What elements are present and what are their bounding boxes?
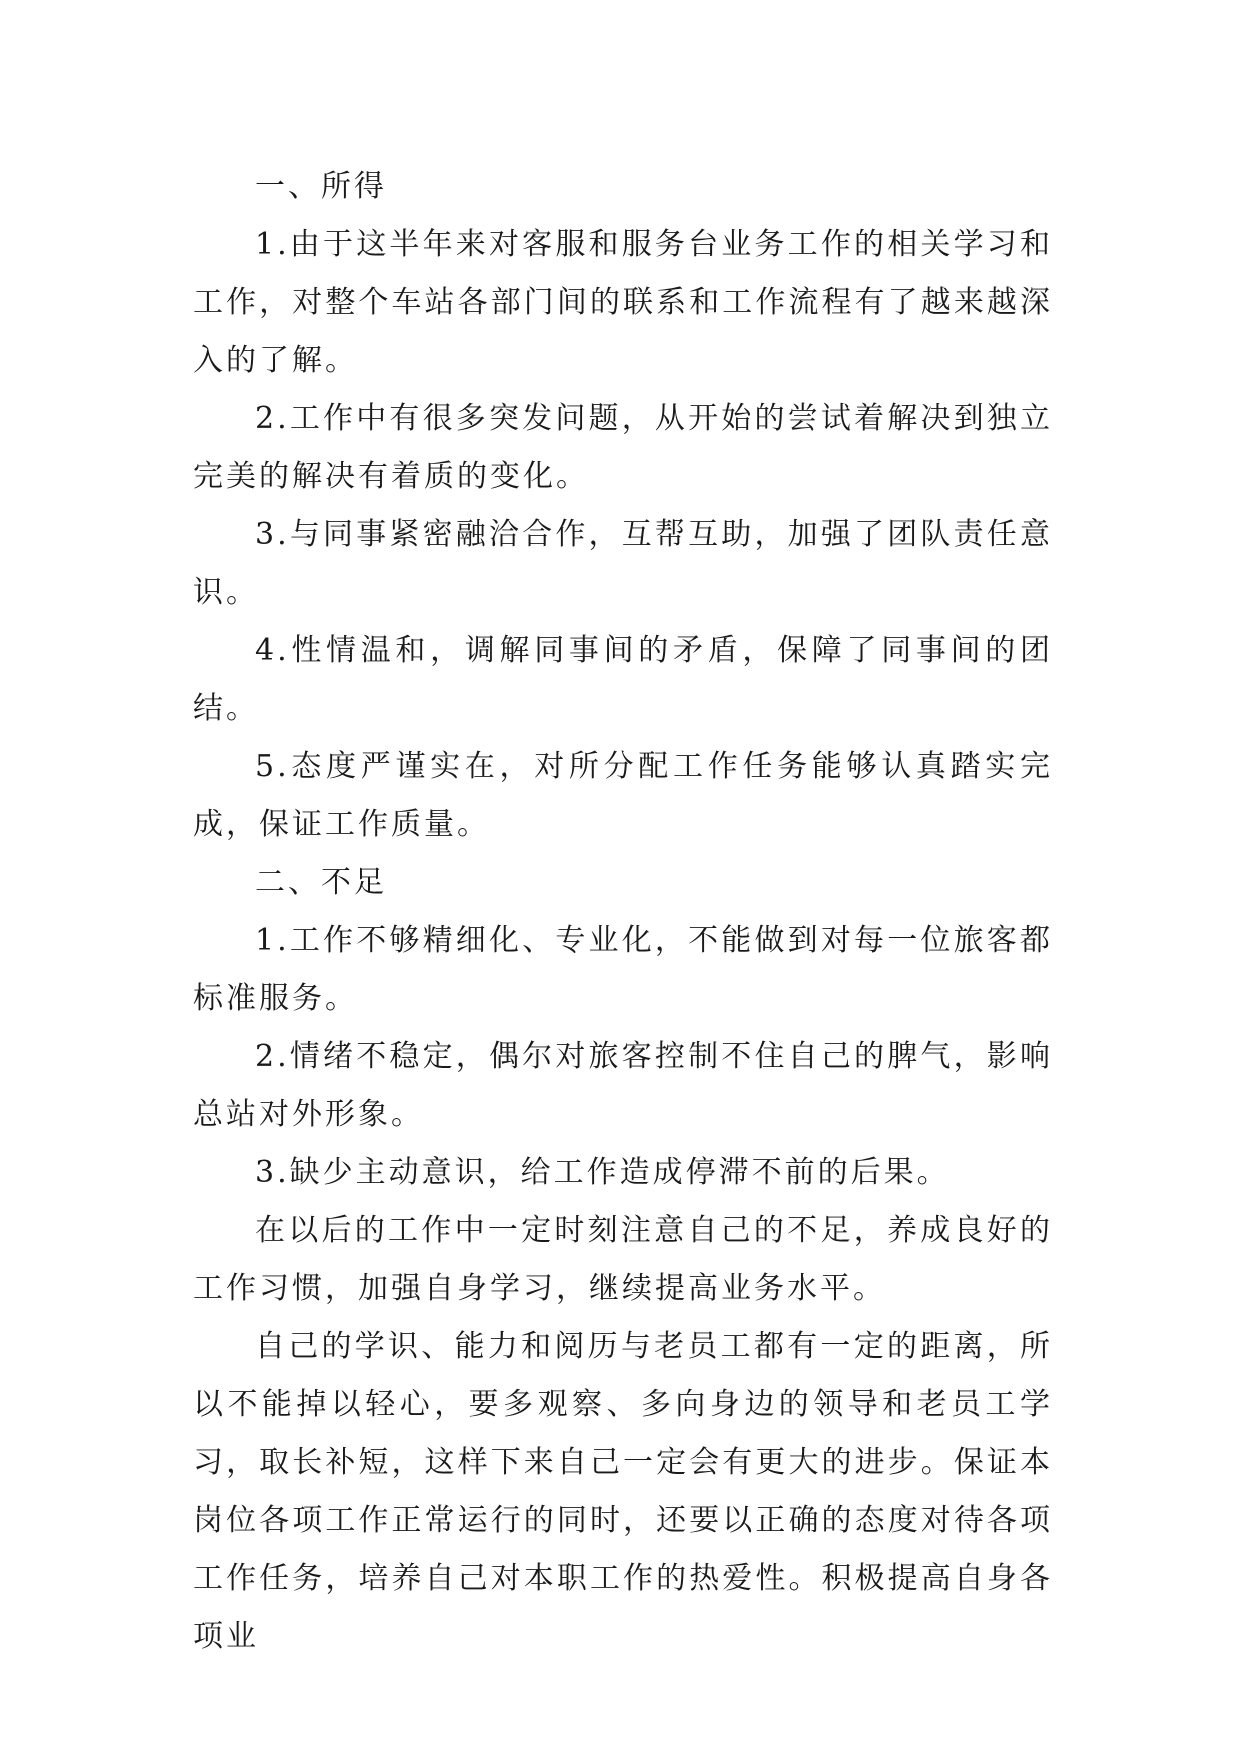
paragraph: 1.由于这半年来对客服和服务台业务工作的相关学习和工作，对整个车站各部门间的联系和工作流程有了越来越深入的了解。 bbox=[193, 227, 1053, 378]
paragraph: 2.情绪不稳定，偶尔对旅客控制不住自己的脾气，影响总站对外形象。 bbox=[193, 1039, 1053, 1132]
section-heading-shortcomings: 二、不足 bbox=[255, 865, 387, 900]
paragraph: 4.性情温和，调解同事间的矛盾，保障了同事间的团结。 bbox=[193, 633, 1053, 726]
paragraph: 在以后的工作中一定时刻注意自己的不足，养成良好的工作习惯，加强自身学习，继续提高业务水平。 bbox=[193, 1213, 1053, 1306]
document-body bbox=[193, 158, 1053, 1666]
paragraph: 1.工作不够精细化、专业化，不能做到对每一位旅客都标准服务。 bbox=[193, 923, 1053, 1016]
paragraph: 2.工作中有很多突发问题，从开始的尝试着解决到独立完美的解决有着质的变化。 bbox=[193, 401, 1053, 494]
paragraph: 3.缺少主动意识，给工作造成停滞不前的后果。 bbox=[255, 1155, 950, 1190]
paragraph: 3.与同事紧密融洽合作，互帮互助，加强了团队责任意识。 bbox=[193, 517, 1053, 610]
section-heading-gains: 一、所得 bbox=[255, 169, 387, 204]
paragraph: 自己的学识、能力和阅历与老员工都有一定的距离，所以不能掉以轻心，要多观察、多向身边的领导和老员工学习，取长补短，这样下来自己一定会有更大的进步。保证本岗位各项工作正常运行的同时，还要以正确的态度对待各项工作任务，培养自己对本职工作的热爱性。积极提高自身各项业 bbox=[193, 1329, 1053, 1654]
paragraph: 5.态度严谨实在，对所分配工作任务能够认真踏实完成，保证工作质量。 bbox=[193, 749, 1053, 842]
